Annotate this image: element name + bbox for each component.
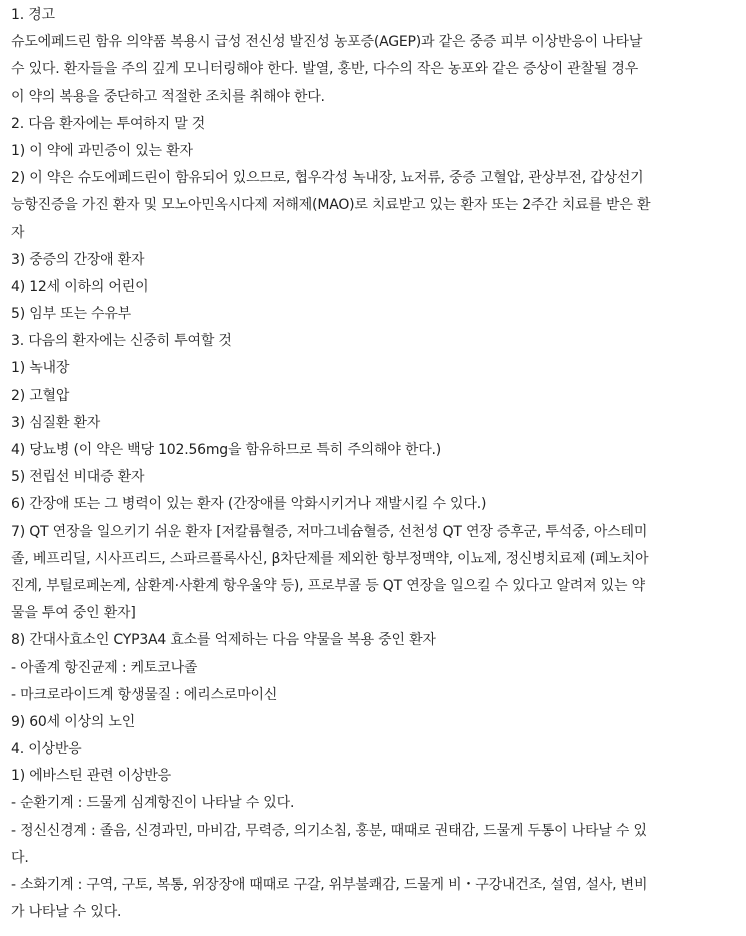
sub-list-item: - 아졸계 항진균제 : 케토코나졸 (11, 659, 198, 676)
list-item: 9) 60세 이상의 노인 (11, 713, 136, 730)
list-item: 7) QT 연장을 일으키기 쉬운 환자 [저칼륨혈증, 저마그네슘혈증, 선천성 QT 연장 증후군, 투석중, 아스테미 (11, 523, 648, 540)
text-line: 수 있다. 환자들을 주의 깊게 모니터링해야 한다. 발열, 홍반, 다수의 작은 농포와 같은 증상이 관찰될 경우 (11, 61, 639, 78)
text-line: 다. (11, 849, 29, 866)
text-line: 가 나타날 수 있다. (11, 904, 122, 921)
text-line: 슈도에페드린 함유 의약품 복용시 급성 전신성 발진성 농포증(AGEP)과 같은 중증 피부 이상반응이 나타날 (11, 34, 643, 51)
list-item: 3) 심질환 환자 (11, 414, 101, 431)
sub-list-item: - 순환기계 : 드물게 심계항진이 나타날 수 있다. (11, 795, 295, 812)
section-heading-adverse-reactions: 4. 이상반응 (11, 741, 82, 758)
list-item: 1) 에바스틴 관련 이상반응 (11, 768, 171, 785)
text-line: 졸, 베프리딜, 시사프리드, 스파르플록사신, β차단제를 제외한 항부정맥약, 이뇨제, 정신병치료제 (페노치아 (11, 550, 649, 567)
text-line: 이 약의 복용을 중단하고 적절한 조치를 취해야 한다. (11, 88, 325, 105)
list-item: 2) 이 약은 슈도에페드린이 함유되어 있으므로, 협우각성 녹내장, 뇨저류, 중증 고혈압, 관상부전, 갑상선기 (11, 170, 644, 187)
list-item: 1) 녹내장 (11, 360, 70, 377)
text-line: 능항진증을 가진 환자 및 모노아민옥시다제 저해제(MAO)로 치료받고 있는 환자 또는 2주간 치료를 받은 환 (11, 197, 651, 214)
section-heading-contraindications: 2. 다음 환자에는 투여하지 말 것 (11, 115, 206, 132)
list-item: 2) 고혈압 (11, 387, 70, 404)
list-item: 3) 중증의 간장애 환자 (11, 251, 145, 268)
sub-list-item: - 소화기계 : 구역, 구토, 복통, 위장장애 때때로 구갈, 위부불쾌감, 드물게 비・구강내건조, 설염, 설사, 변비 (11, 877, 648, 893)
section-heading-warning: 1. 경고 (11, 7, 55, 23)
list-item: 4) 당뇨병 (이 약은 백당 102.56mg을 함유하므로 특히 주의해야 한다.) (11, 442, 442, 458)
list-item: 1) 이 약에 과민증이 있는 환자 (11, 142, 193, 159)
text-line: 자 (11, 224, 25, 241)
sub-list-item: - 마크로라이드계 항생물질 : 에리스로마이신 (11, 686, 278, 703)
list-item: 5) 임부 또는 수유부 (11, 306, 131, 323)
text-line: 진계, 부틸로페논계, 삼환계·사환계 항우울약 등), 프로부콜 등 QT 연장을 일으킬 수 있다고 알려져 있는 약 (11, 577, 645, 594)
list-item: 4) 12세 이하의 어린이 (11, 278, 149, 295)
section-heading-caution: 3. 다음의 환자에는 신중히 투여할 것 (11, 333, 232, 350)
text-line: 물을 투여 중인 환자] (11, 605, 136, 622)
list-item: 6) 간장애 또는 그 병력이 있는 환자 (간장애를 악화시키거나 재발시킬 수 있다.) (11, 496, 487, 513)
list-item: 5) 전립선 비대증 환자 (11, 469, 145, 486)
sub-list-item: - 정신신경계 : 졸음, 신경과민, 마비감, 무력증, 의기소침, 홍분, 때때로 권태감, 드물게 두통이 나타날 수 있 (11, 822, 647, 839)
list-item: 8) 간대사효소인 CYP3A4 효소를 억제하는 다음 약물을 복용 중인 환자 (11, 632, 436, 649)
